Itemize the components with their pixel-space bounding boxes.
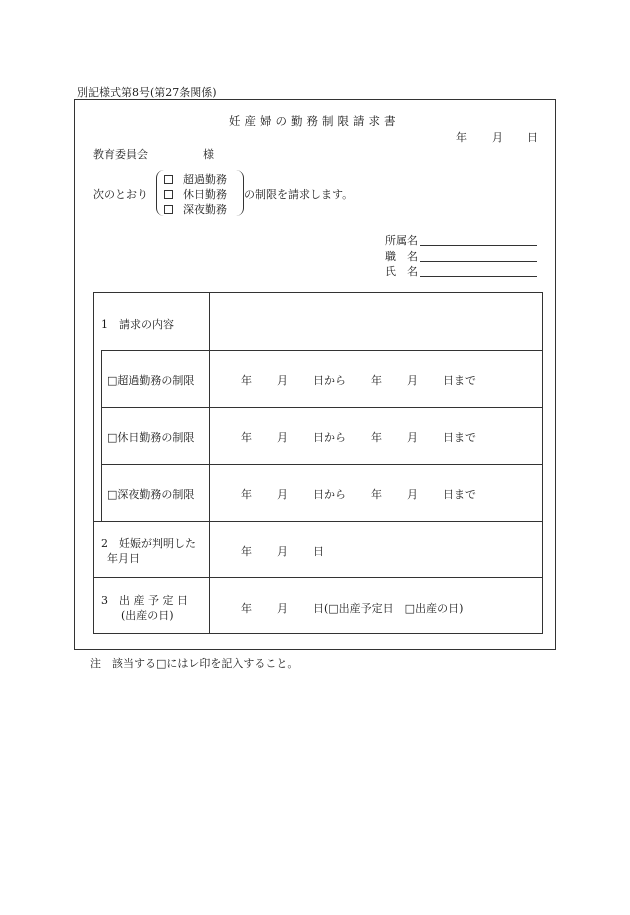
position-field[interactable] [420,261,537,262]
from-month: 月 [277,374,288,387]
row-overtime-label[interactable]: □超過勤務の制限 [107,374,195,387]
row-line [93,577,543,578]
section2-year: 年 [241,545,252,558]
to-day: 日まで [443,488,476,501]
date-month: 月 [492,131,503,144]
from-day: 日から [313,374,346,387]
request-prefix: 次のとおり [93,188,148,201]
to-day: 日まで [443,374,476,387]
row-line [101,464,543,465]
checkbox-icon[interactable] [164,205,173,214]
row-night-label[interactable]: □深夜勤務の制限 [107,488,195,501]
row-line [101,407,543,408]
form-title: 妊産婦の勤務制限請求書 [229,114,400,128]
section3-day: 日(□出産予定日 □出産の日) [313,602,464,615]
table-divider [209,292,210,634]
section3-label-line2: (出産の日) [121,609,174,622]
to-month: 月 [407,374,418,387]
to-year: 年 [371,431,382,444]
to-month: 月 [407,431,418,444]
checkbox-icon[interactable] [164,175,173,184]
option-night[interactable]: 深夜勤務 [164,201,227,217]
section3-year: 年 [241,602,252,615]
section3-month: 月 [277,602,288,615]
name-field[interactable] [420,276,537,277]
from-year: 年 [241,488,252,501]
from-day: 日から [313,488,346,501]
request-table [93,292,543,634]
row-holiday-label[interactable]: □休日勤務の制限 [107,431,195,444]
addressee-honorific: 様 [203,148,214,161]
to-day: 日まで [443,431,476,444]
affiliation-field[interactable] [420,245,537,246]
section2-label-line2: 年月日 [107,552,140,565]
from-month: 月 [277,431,288,444]
row-line [101,350,543,351]
footnote: 注 該当する□にはレ印を記入すること。 [90,657,299,670]
section2-label-line1: 2 妊娠が判明した [101,537,196,550]
to-year: 年 [371,374,382,387]
date-day: 日 [527,131,538,144]
section2-month: 月 [277,545,288,558]
row-line [93,521,543,522]
from-day: 日から [313,431,346,444]
from-year: 年 [241,431,252,444]
section2-day: 日 [313,545,324,558]
request-suffix: の制限を請求します。 [244,188,354,201]
option-holiday[interactable]: 休日勤務 [164,186,227,202]
date-year: 年 [456,131,467,144]
indent-line [101,350,102,521]
to-year: 年 [371,488,382,501]
option-overtime[interactable]: 超過勤務 [164,171,227,187]
to-month: 月 [407,488,418,501]
name-label: 氏 名 [385,265,418,278]
from-month: 月 [277,488,288,501]
section3-label-line1: 3 出 産 予 定 日 [101,594,188,607]
addressee-name: 教育委員会 [93,148,148,161]
checkbox-icon[interactable] [164,190,173,199]
affiliation-label: 所属名 [385,234,418,247]
form-number: 別記様式第8号(第27条関係) [77,86,217,99]
from-year: 年 [241,374,252,387]
section1-label: 1 請求の内容 [101,318,174,331]
position-label: 職 名 [385,250,418,263]
